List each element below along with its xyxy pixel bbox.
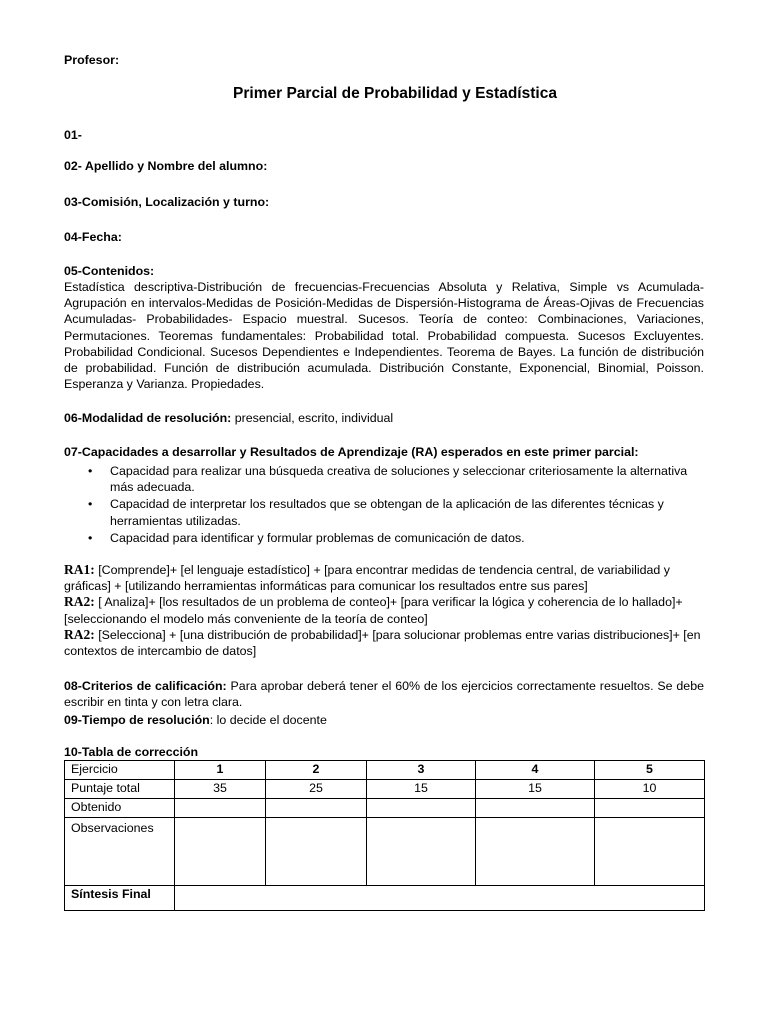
obtained-cell — [476, 799, 595, 818]
row-label-observations: Observaciones — [65, 818, 175, 886]
time-text: : lo decide el docente — [209, 713, 327, 727]
grading-text: Para aprobar deberá tener el 60% de los ejercicios correctamente resueltos. Se debe escribir en tinta y con letra clara. — [64, 679, 704, 710]
score-cell: 35 — [175, 780, 266, 799]
obtained-cell — [175, 799, 266, 818]
observation-cell — [595, 818, 705, 886]
ra-item — [64, 594, 704, 626]
modality-value: presencial, escrito, individual — [231, 411, 394, 425]
score-cell: 15 — [367, 780, 476, 799]
profesor-label: Profesor: — [64, 53, 120, 67]
ra-key: RA2: — [64, 594, 95, 610]
time-label: 09-Tiempo de resolución — [64, 713, 210, 727]
ra-key: RA2: — [64, 626, 95, 642]
table-row — [65, 818, 705, 886]
capacity-text: Capacidad para realizar una búsqueda creativa de soluciones y seleccionar criteriosamente la alternativa más adecuada. — [110, 464, 688, 495]
final-summary-cell — [175, 886, 705, 911]
grading-criteria — [64, 678, 704, 710]
observation-cell — [175, 818, 266, 886]
field-date: 04-Fecha: — [64, 230, 122, 244]
field-student-name: 02- Apellido y Nombre del alumno: — [64, 159, 268, 173]
row-label-obtained: Obtenido — [65, 799, 175, 818]
table-row — [65, 780, 705, 799]
obtained-cell — [367, 799, 476, 818]
ra-key: RA1: — [64, 562, 95, 577]
obtained-cell — [266, 799, 367, 818]
field-01: 01- — [64, 128, 82, 142]
score-cell: 25 — [266, 780, 367, 799]
modality-label: 06-Modalidad de resolución: — [64, 411, 232, 425]
ra-text: [ Analiza]+ [los resultados de un problema de conteo]+ [para verificar la lógica y coherencia de lo hallado]+ [seleccionando el modelo más conveniente de la teoría de conteo] — [64, 595, 683, 626]
contents-text: Estadística descriptiva-Distribución de frecuencias-Frecuencias Absoluta y Relativa, Simple vs Acumulada-Agrupación en intervalos-Medidas de Posición-Medidas de Dispersión-Histograma de Áreas-Ojivas de Frecuencias Acumuladas- Probabilidades- Espacio muestral. Sucesos. Teoría de conteo: Combinaciones, Variaciones, Permutaciones. Teoremas fundamentales: Probabilidad total. Probabilidad compuesta. Sucesos Excluyentes. Probabilidad Condicional. Sucesos Dependientes e Independientes. Teorema de Bayes. La función de distribución de probabilidad. Función de distribución acumulada. Distribución Constante, Exponencial, Binomial, Poisson. Esperanza y Varianza. Propiedades. — [64, 280, 704, 392]
exercise-number: 4 — [476, 761, 595, 780]
bullet-icon: • — [88, 530, 93, 545]
table-row — [65, 886, 705, 911]
obtained-cell — [595, 799, 705, 818]
capacity-text: Capacidad para identificar y formular problemas de comunicación de datos. — [110, 530, 525, 545]
capacities-list — [88, 463, 708, 547]
modality-line — [64, 410, 393, 426]
list-item — [88, 530, 708, 546]
row-label-exercise: Ejercicio — [65, 761, 175, 780]
page-title: Primer Parcial de Probabilidad y Estadística — [233, 85, 557, 102]
observation-cell — [266, 818, 367, 886]
observation-cell — [476, 818, 595, 886]
ra-item — [64, 627, 704, 659]
time-line — [64, 712, 327, 728]
ra-text: [Selecciona] + [una distribución de probabilidad]+ [para solucionar problemas entre varias distribuciones]+ [en contextos de intercambio de datos] — [64, 627, 701, 659]
capacities-label: 07-Capacidades a desarrollar y Resultados de Aprendizaje (RA) esperados en este primer parcial: — [64, 445, 639, 459]
contents-label: 05-Contenidos: — [64, 264, 155, 278]
table-row — [65, 761, 705, 780]
exercise-number: 2 — [266, 761, 367, 780]
grading-label: 08-Criterios de calificación: — [64, 679, 227, 693]
bullet-icon: • — [88, 464, 93, 478]
exercise-number: 5 — [595, 761, 705, 780]
table-label: 10-Tabla de corrección — [64, 745, 199, 759]
ra-item — [64, 562, 704, 594]
ra-block — [64, 562, 704, 659]
row-label-final-summary: Síntesis Final — [65, 886, 175, 911]
observation-cell — [367, 818, 476, 886]
bullet-icon: • — [88, 497, 93, 512]
capacity-text: Capacidad de interpretar los resultados que se obtengan de la aplicación de las diferentes técnicas y herramientas utilizadas. — [110, 497, 664, 528]
field-commission: 03-Comisión, Localización y turno: — [64, 195, 270, 209]
row-label-total-score: Puntaje total — [65, 780, 175, 799]
exercise-number: 3 — [367, 761, 476, 780]
table-row — [65, 799, 705, 818]
exercise-number: 1 — [175, 761, 266, 780]
score-cell: 10 — [595, 780, 705, 799]
list-item — [88, 463, 708, 495]
score-cell: 15 — [476, 780, 595, 799]
ra-text: [Comprende]+ [el lenguaje estadístico] + [para encontrar medidas de tendencia central, de variabilidad y gráficas] + [utilizando herramientas informáticas para comunicar los resultados entre sus pares] — [64, 563, 670, 594]
list-item — [88, 496, 708, 528]
correction-table — [64, 760, 705, 911]
